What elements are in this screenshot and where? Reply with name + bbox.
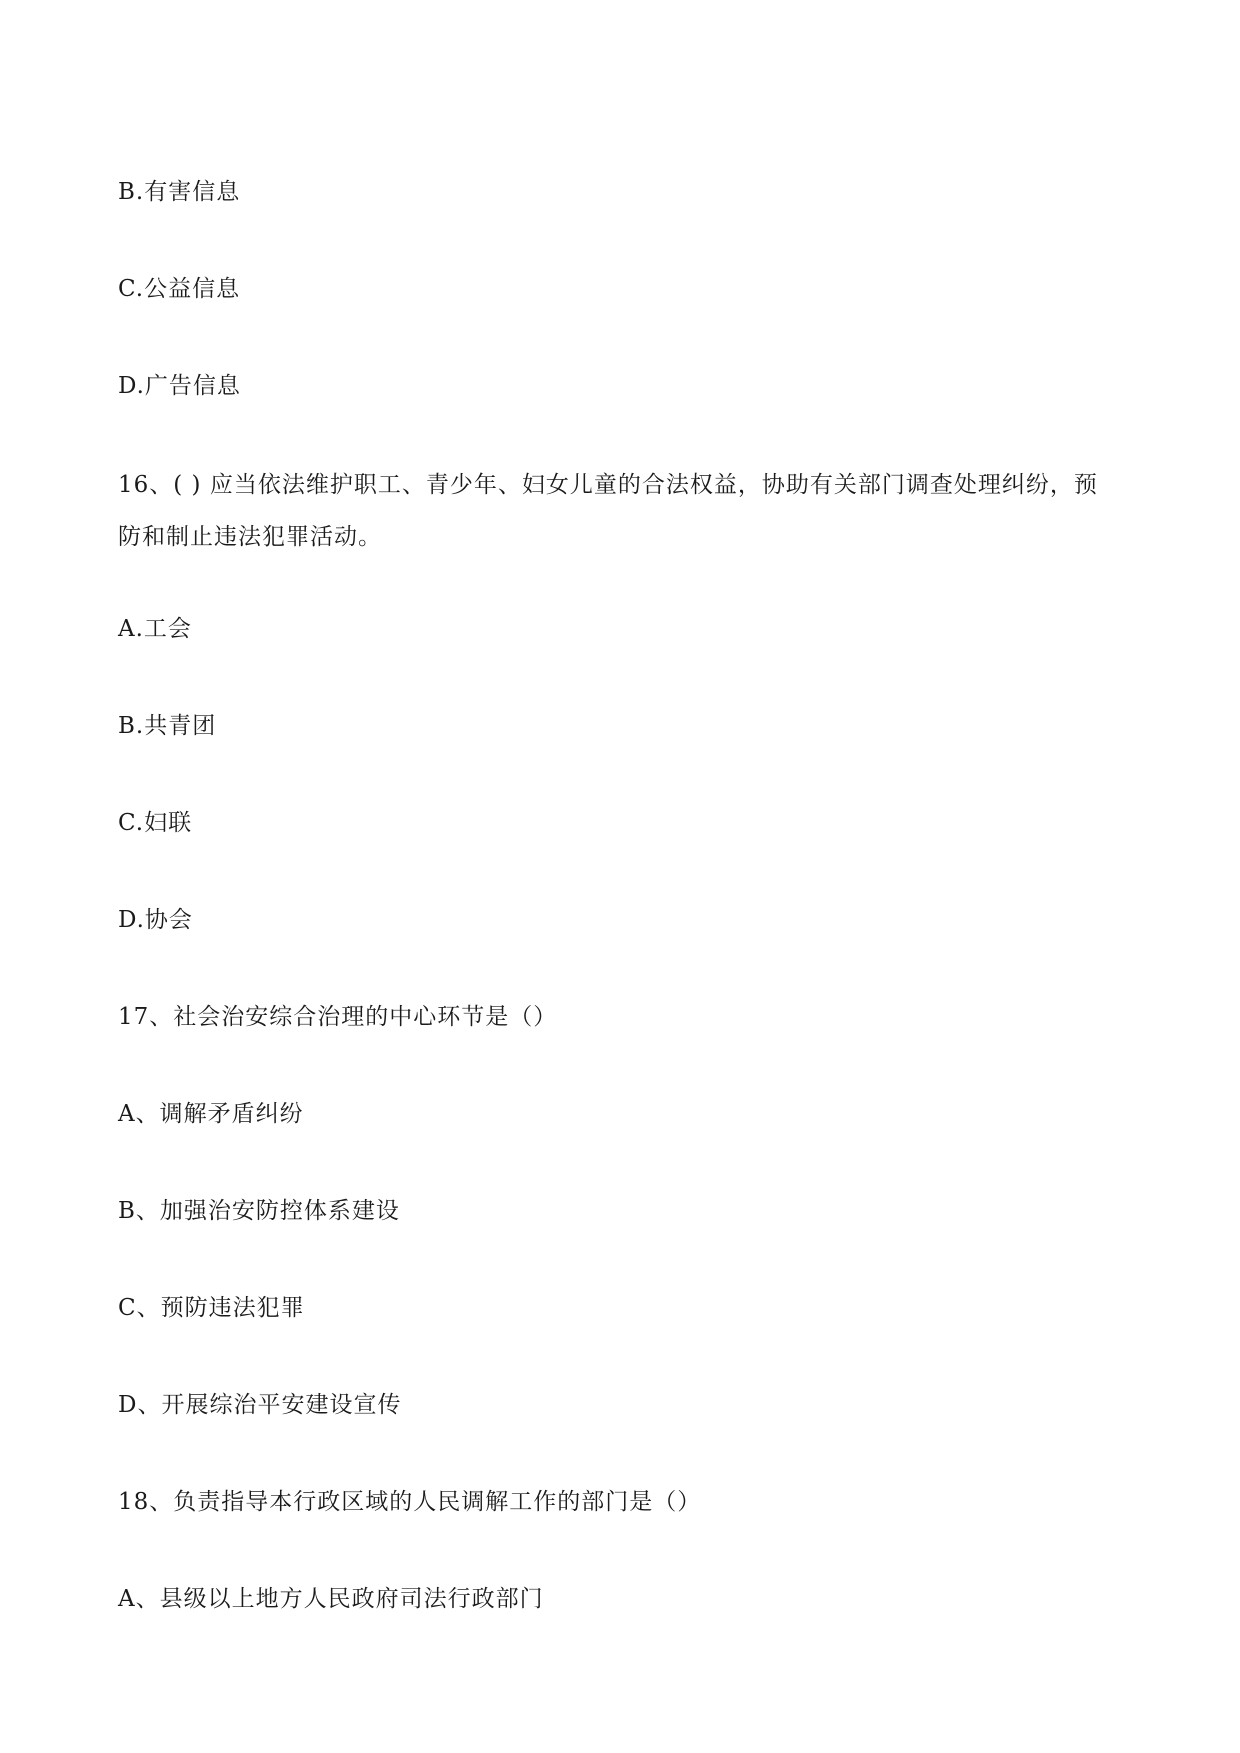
q17-stem: 17、社会治安综合治理的中心环节是（）	[118, 1004, 558, 1030]
q17-option-d: D、开展综治平安建设宣传	[118, 1392, 402, 1418]
q17-option-b: B、加强治安防控体系建设	[118, 1198, 400, 1224]
q15-option-b: B.有害信息	[118, 179, 241, 205]
q16-option-d: D.协会	[118, 907, 193, 933]
q18-option-a: A、县级以上地方人民政府司法行政部门	[118, 1586, 544, 1612]
q16-option-c: C.妇联	[118, 810, 193, 836]
q18-stem: 18、负责指导本行政区域的人民调解工作的部门是（）	[118, 1489, 702, 1515]
q16-option-b: B.共青团	[118, 713, 217, 739]
q17-option-c: C、预防违法犯罪	[118, 1295, 305, 1321]
q17-option-a: A、调解矛盾纠纷	[118, 1101, 304, 1127]
q15-option-d: D.广告信息	[118, 373, 241, 399]
q16-option-a: A.工会	[118, 616, 192, 642]
q15-option-c: C.公益信息	[118, 276, 241, 302]
q16-stem-line2: 防和制止违法犯罪活动。	[118, 524, 382, 550]
q16-stem-line1: 16、( ) 应当依法维护职工、青少年、妇女儿童的合法权益，协助有关部门调查处理纠纷，预	[118, 472, 1098, 498]
